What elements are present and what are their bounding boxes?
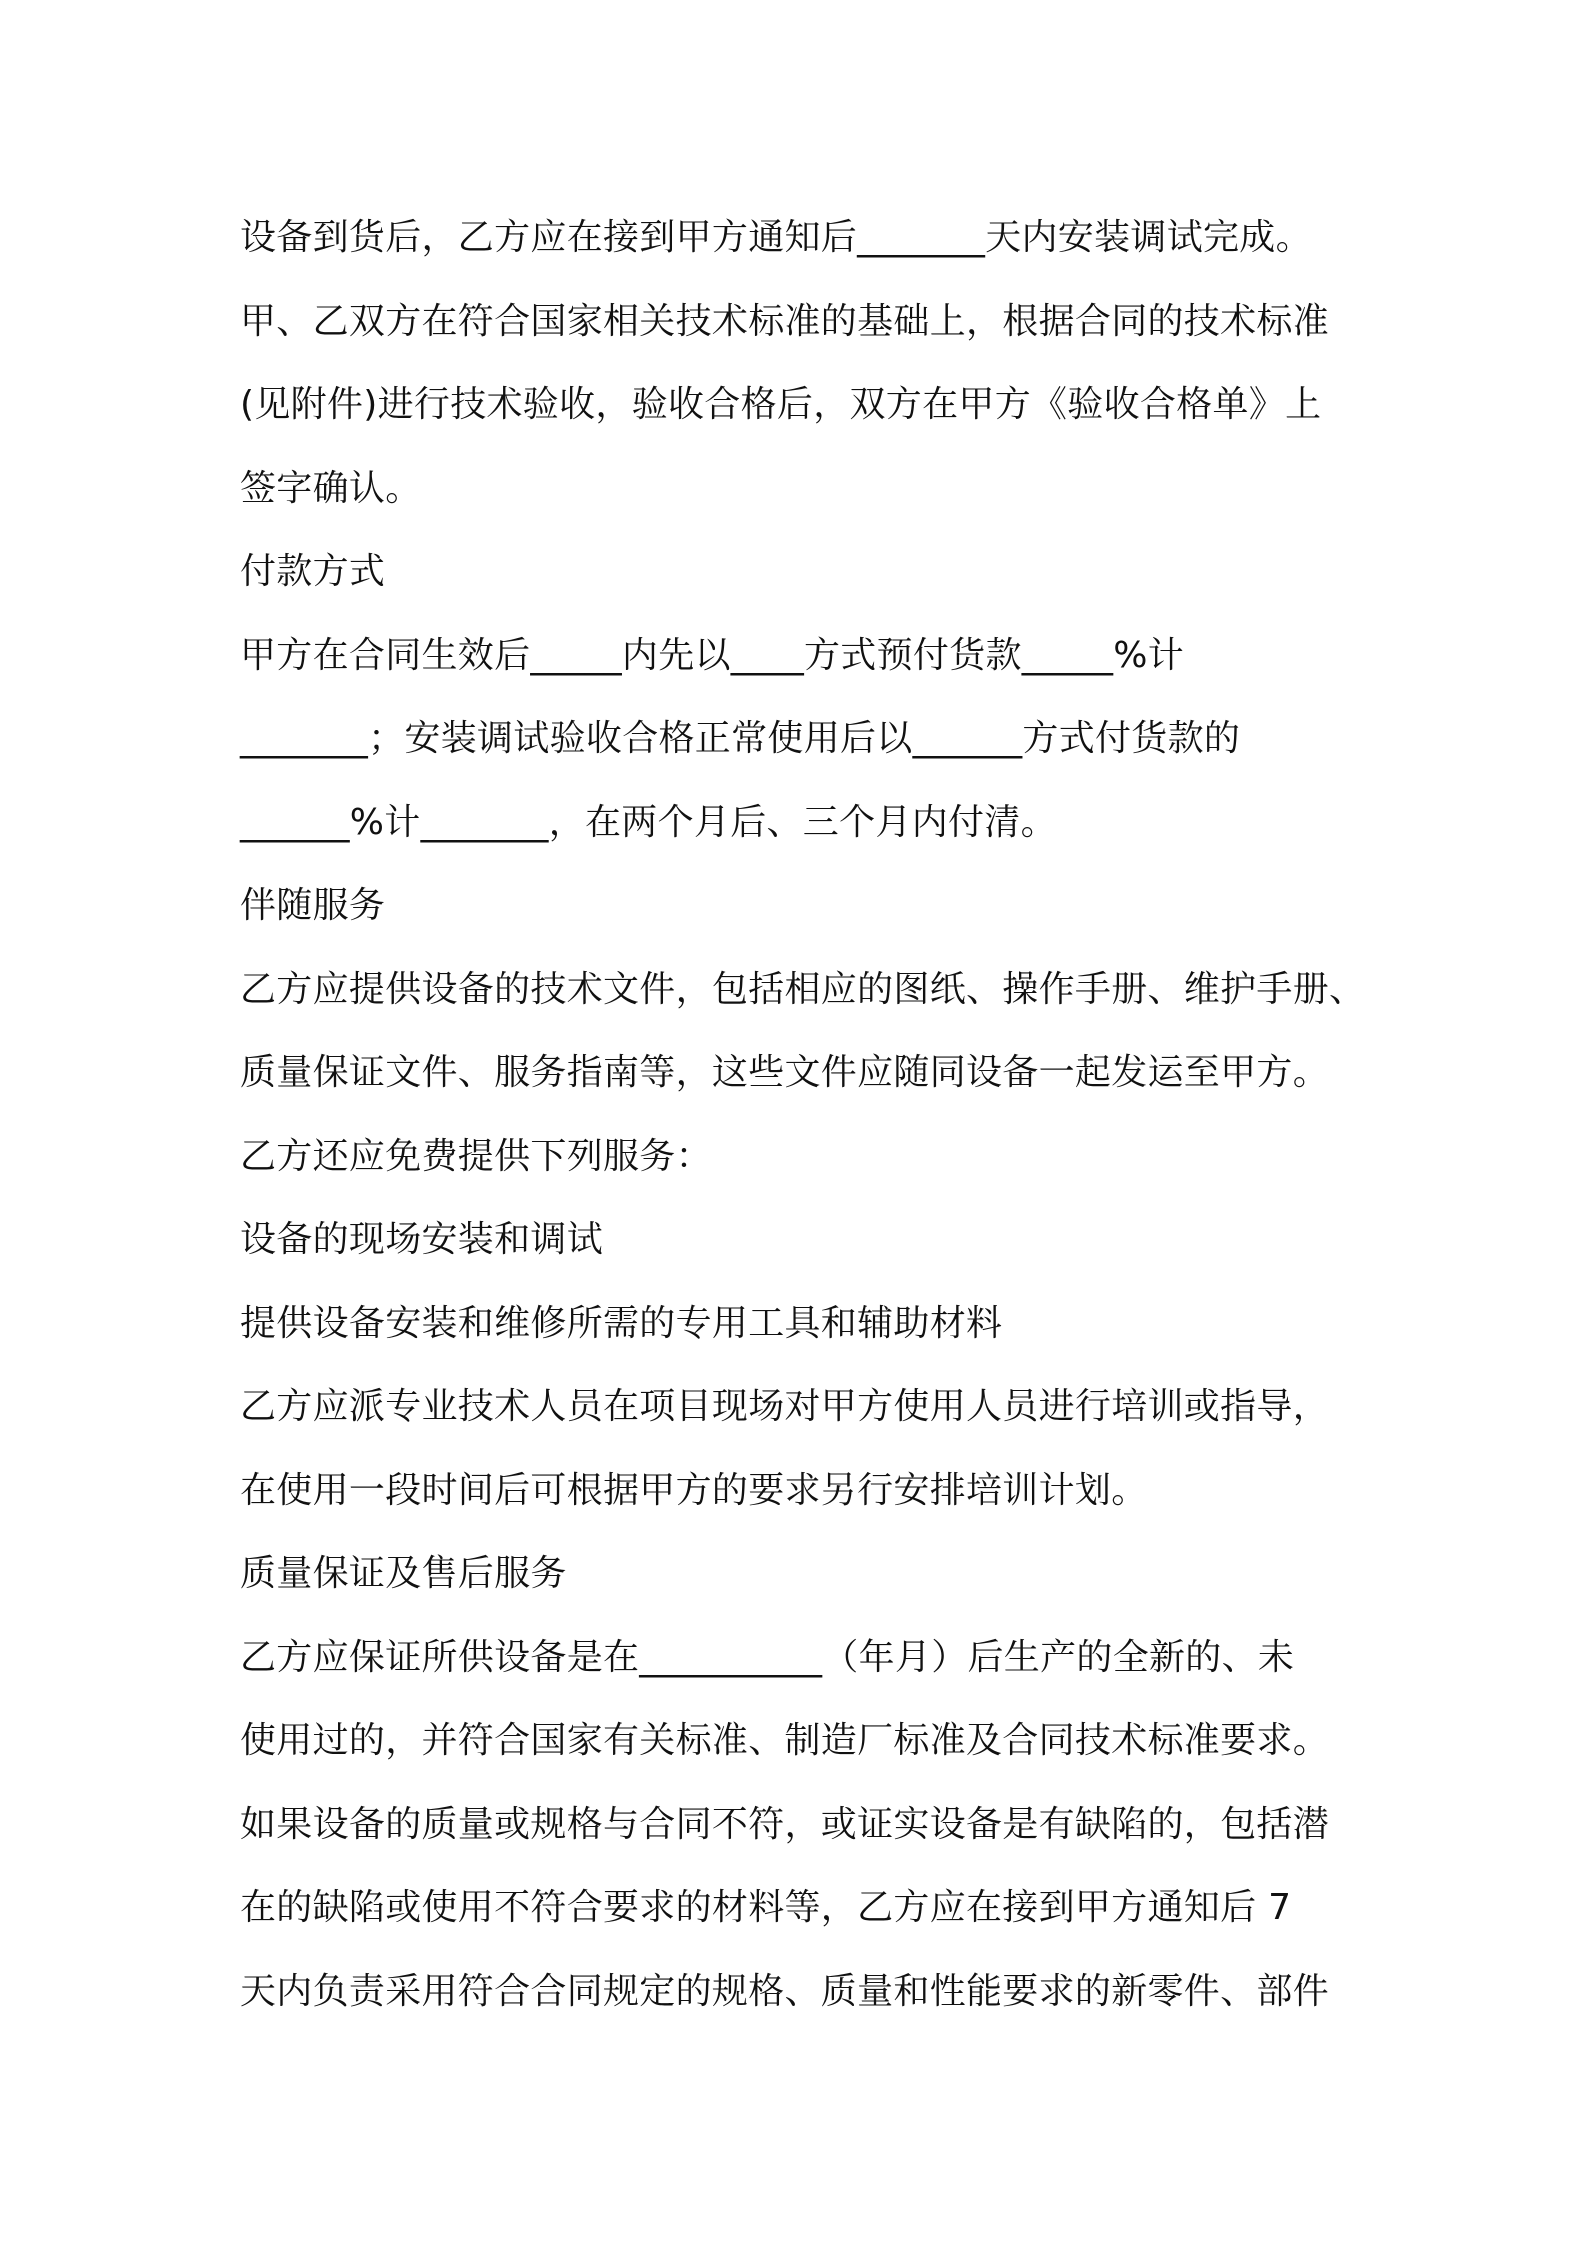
text-line-prepayment: 甲方在合同生效后_____内先以____方式预付货款_____%计 [240, 634, 1185, 676]
text-line-sign-confirm: 签字确认。 [240, 467, 422, 509]
text-line-free-services: 乙方还应免费提供下列服务： [240, 1135, 712, 1177]
list-item-onsite-install: 设备的现场安装和调试 [240, 1219, 604, 1260]
text-line-training: 乙方应派专业技术人员在项目现场对甲方使用人员进行培训或指导， [240, 1386, 1330, 1427]
document-body [240, 196, 1366, 2033]
text-line-training-plan: 在使用一段时间后可根据甲方的要求另行安排培训计划。 [240, 1469, 1148, 1511]
text-line-delivery-install: 设备到货后，乙方应在接到甲方通知后_______天内安装调试完成。 [240, 217, 1312, 258]
text-line-documents-shipping: 质量保证文件、服务指南等，这些文件应随同设备一起发运至甲方。 [240, 1052, 1330, 1093]
section-heading-services: 伴随服务 [240, 885, 386, 926]
text-line-technical-documents: 乙方应提供设备的技术文件，包括相应的图纸、操作手册、维护手册、 [240, 968, 1366, 1010]
text-line-payment-deadline: ______%计_______，在两个月后、三个月内付清。 [240, 801, 1057, 843]
section-heading-payment: 付款方式 [240, 551, 386, 592]
list-item-special-tools: 提供设备安装和维修所需的专用工具和辅助材料 [240, 1302, 1003, 1344]
text-line-technical-standard: 甲、乙双方在符合国家相关技术标准的基础上，根据合同的技术标准 [240, 300, 1330, 342]
text-line-new-equipment: 乙方应保证所供设备是在__________（年月）后生产的全新的、未 [240, 1636, 1295, 1678]
text-line-payment-after-acceptance: _______；安装调试验收合格正常使用后以______方式付货款的 [240, 718, 1241, 759]
text-line-replacement-parts: 天内负责采用符合合同规定的规格、质量和性能要求的新零件、部件 [240, 1970, 1330, 2012]
text-line-technical-acceptance: (见附件)进行技术验收，验收合格后，双方在甲方《验收合格单》上 [240, 384, 1322, 425]
text-line-standards: 使用过的，并符合国家有关标准、制造厂标准及合同技术标准要求。 [240, 1720, 1330, 1761]
text-line-defect-notice: 在的缺陷或使用不符合要求的材料等，乙方应在接到甲方通知后 7 [240, 1887, 1292, 1928]
section-heading-quality: 质量保证及售后服务 [240, 1553, 567, 1594]
text-line-defects: 如果设备的质量或规格与合同不符，或证实设备是有缺陷的，包括潜 [240, 1803, 1330, 1845]
